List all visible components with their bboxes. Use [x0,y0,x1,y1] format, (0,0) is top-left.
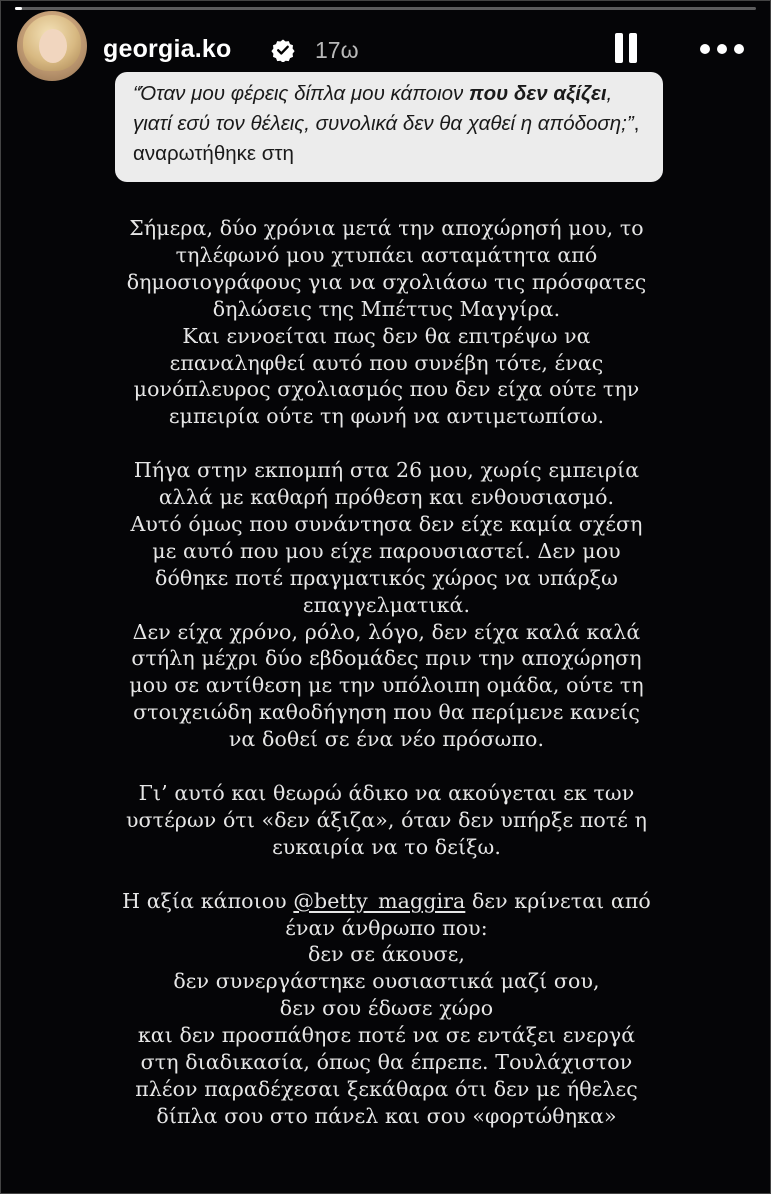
text-line: έναν άνθρωπο που: [285,915,488,940]
text-line: επαγγελματικά. [302,592,471,617]
text-line: με αυτό που μου είχε παρουσιαστεί. Δεν μου [152,538,621,563]
text-line: δημοσιογράφους για να σχολιάσω τις πρόσφατες [126,269,647,294]
text-line: επαναληφθεί αυτό που συνέβη τότε, ένας [169,350,604,375]
paragraph-2 [41,457,732,753]
quote-text-start: “Όταν μου φέρεις δίπλα μου κάποιον [133,82,469,105]
quote-sticker [115,72,663,182]
text-line: εμπειρία ούτε τη φωνή να αντιμετωπίσω. [168,404,605,429]
pause-icon[interactable] [613,33,639,63]
quote-text-middle: , γιατί εσύ τον θέλεις, συνολικά δεν θα χαθεί η απόδοση;” [133,82,634,135]
mention-link[interactable]: @betty_maggira [293,888,466,913]
more-options-icon[interactable] [698,44,746,54]
paragraph-gap [41,430,732,457]
text-line: στη διαδικασία, όπως θα έπρεπε. Τουλάχιστον [140,1050,633,1075]
quote-text-bold: που δεν αξίζει [468,82,607,105]
text-line: δόθηκε ποτέ πραγματικός χώρος να υπάρξω [155,565,618,590]
text-line: δεν σε άκουσε, [307,942,466,967]
text-line: Και εννοείται πως δεν θα επιτρέψω να [182,323,591,348]
text-line: τηλέφωνό μου χτυπάει ασταμάτητα από [175,242,598,267]
text-line: στήλη μέχρι δύο εβδομάδες πριν την αποχώρηση [131,646,642,671]
verified-badge-icon [271,38,295,62]
text-line: και δεν προσπάθησε ποτέ να σε εντάξει ενεργά [137,1023,636,1048]
text-line: δεν συνεργάστηκε ουσιαστικά μαζί σου, [173,969,600,994]
quote-text-end: , αναρωτήθηκε στη [133,112,640,165]
text-line: δίπλα σου στο πάνελ και σου «φορτώθηκα» [156,1103,617,1128]
text-line: πλέον παραδέχεσαι ξεκάθαρα ότι δεν με ήθελες [135,1076,638,1101]
paragraph-3 [41,780,732,861]
avatar-face [39,29,67,63]
username[interactable]: georgia.ko [103,35,232,63]
text-line: Αυτό όμως που συνάντησα δεν είχε καμία σχέση [130,511,643,536]
story-progress-fill [15,7,22,10]
text-line: στοιχειώδη καθοδήγηση που θα περίμενε κανείς [133,700,640,725]
text-line: αλλά με καθαρή πρόθεση και ενθουσιασμό. [158,485,615,510]
text-line: ευκαιρία να το δείξω. [272,834,501,859]
text-line [41,888,732,915]
text-line: να δοθεί σε ένα νέο πρόσωπο. [228,727,545,752]
text-line: Γι’ αυτό και θεωρώ άδικο να ακούγεται εκ των [138,781,635,805]
story-timestamp: 17ω [315,37,359,63]
paragraph-gap [41,861,732,888]
text-line: Δεν είχα χρόνο, ρόλο, λόγο, δεν είχα καλά καλά [132,619,641,644]
text-line: δεν σου έδωσε χώρο [279,996,494,1021]
avatar[interactable] [17,11,87,81]
text-fragment: δεν κρίνεται από [465,888,651,913]
text-fragment: Η αξία κάποιου [122,888,294,913]
text-line: μονόπλευρος σχολιασμός που δεν είχα ούτε την [133,377,640,402]
text-line: μου σε αντίθεση με την υπόλοιπη ομάδα, ούτε τη [129,673,644,698]
paragraph-1 [41,215,732,430]
text-line: Πήγα στην εκπομπή στα 26 μου, χωρίς εμπειρία [133,458,640,483]
story-progress-bar [15,7,756,10]
paragraph-4 [41,888,732,1130]
text-line: Σήμερα, δύο χρόνια μετά την αποχώρησή μου, το [129,216,644,240]
text-line: δηλώσεις της Μπέττυς Μαγγίρα. [212,296,561,321]
story-body-text [41,215,732,1130]
text-line: υστέρων ότι «δεν άξιζα», όταν δεν υπήρξε ποτέ η [125,807,647,832]
paragraph-gap [41,753,732,780]
